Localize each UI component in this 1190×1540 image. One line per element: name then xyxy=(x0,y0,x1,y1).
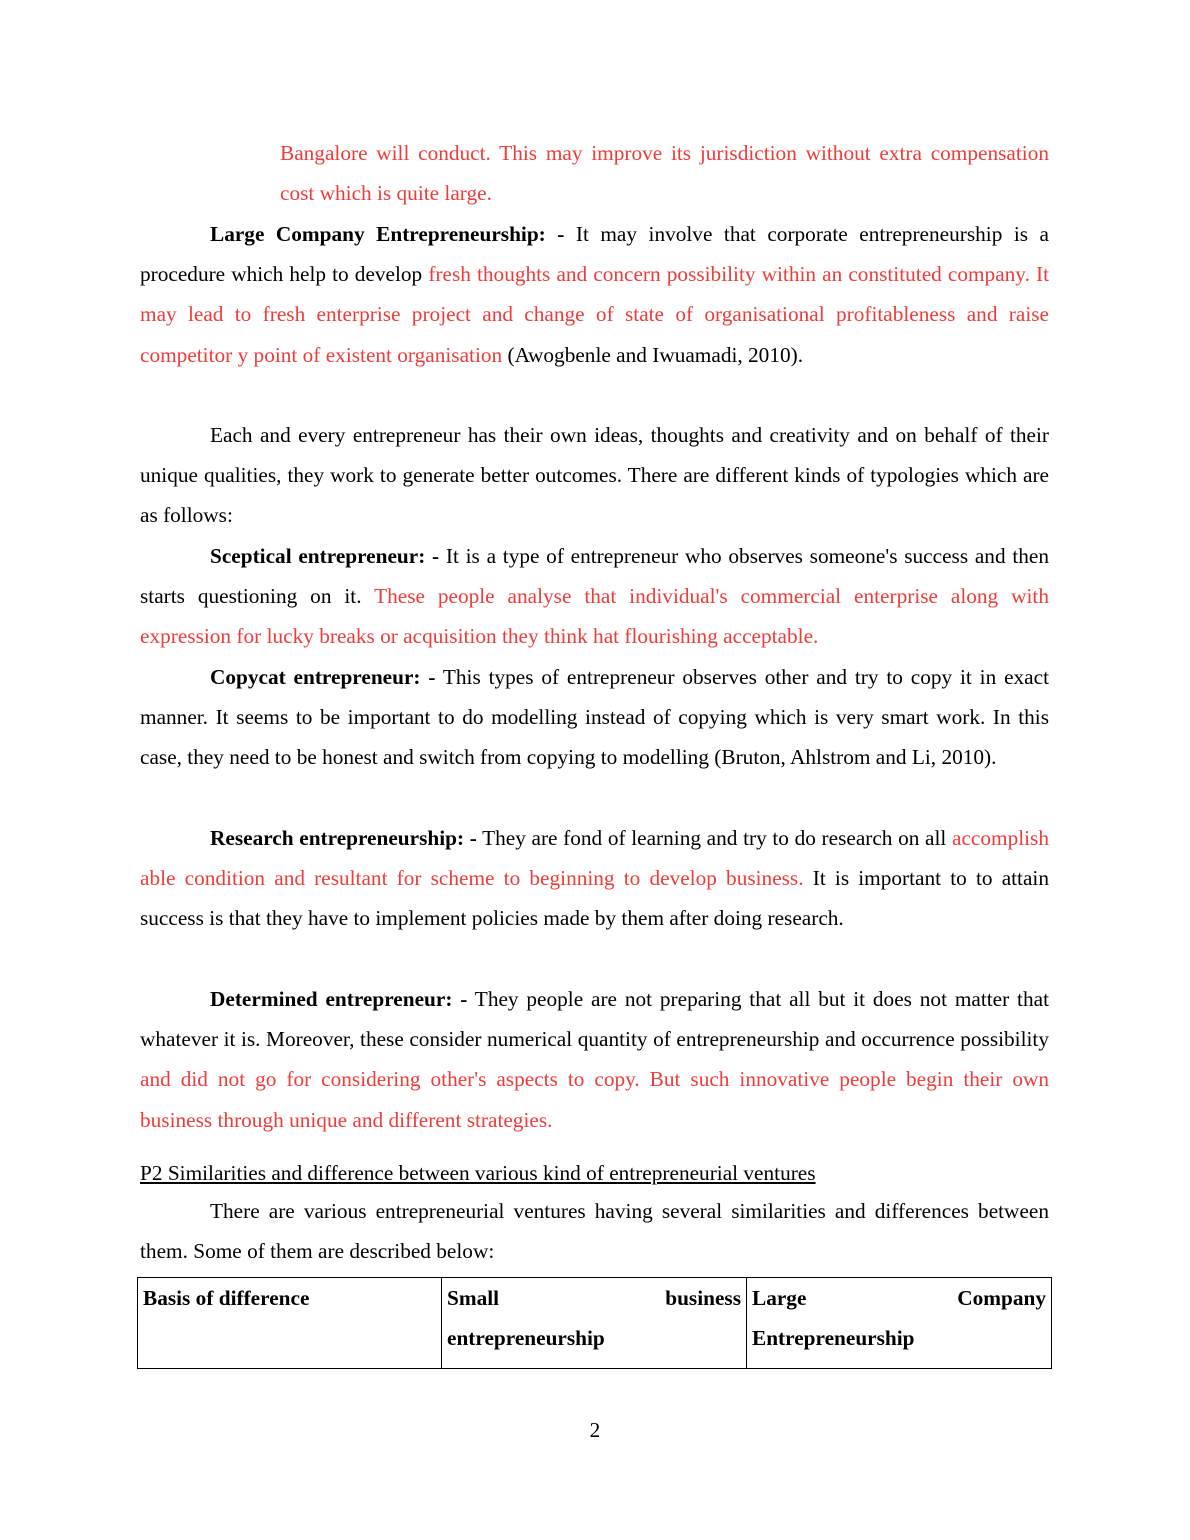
table-header-cell xyxy=(747,1278,1052,1369)
research-paragraph xyxy=(140,818,1049,939)
paragraph-text: They are fond of learning and try to do research on all xyxy=(476,826,952,850)
citation-text: (Awogbenle and Iwuamadi, 2010). xyxy=(502,342,804,367)
section-intro-paragraph xyxy=(140,1191,1049,1271)
table-header-line xyxy=(752,1278,1046,1318)
difference-table xyxy=(137,1277,1052,1369)
table-header-row xyxy=(138,1278,1052,1369)
paragraph-text: They people are not preparing that all but it does not matter that whatever it is. Moreover, these consider numerical quantity of entrepreneurship and occurrence possibility xyxy=(140,987,1049,1052)
highlighted-text: accomplish able condition and resultant for scheme to beginning to develop business. xyxy=(140,826,1049,891)
table-header-text: business xyxy=(665,1286,741,1310)
research-label: Research entrepreneurship: - xyxy=(210,826,477,850)
section-heading: P2 Similarities and difference between various kind of entrepreneurial ventures xyxy=(140,1161,816,1185)
paragraph-text: Each and every entrepreneur has their own ideas, thoughts and creativity and on behalf of their unique qualities, they work to generate better outcomes. There are different kinds of typologies which are as follows: xyxy=(140,423,1049,528)
determined-label: Determined entrepreneur: - xyxy=(210,987,468,1011)
paragraph-text: It may involve that corporate entrepreneurship is a procedure which help to develop xyxy=(140,222,1049,287)
table-header-text: Small xyxy=(447,1286,500,1310)
table-header-text: entrepreneurship xyxy=(447,1326,605,1351)
copycat-label: Copycat entrepreneur: - xyxy=(210,665,436,689)
large-company-paragraph xyxy=(140,214,1049,375)
paragraph-text: It is a type of entrepreneur who observes someone's success and then starts questioning on it. xyxy=(140,544,1049,609)
sceptical-label: Sceptical entrepreneur: - xyxy=(210,544,440,568)
highlighted-text: and did not go for considering other's aspects to copy. But such innovative people begin their own business through unique and different strategies. xyxy=(140,1067,1049,1132)
highlighted-text: These people analyse that individual's commercial enterprise along with expression for lucky breaks or acquisition they think hat flourishing acceptable. xyxy=(140,584,1049,649)
paragraph-text: This types of entrepreneur observes other and try to copy it in exact manner. It seems to be important to do modelling instead of copying which is very smart work. In this case, they need to be honest and switch from copying to modelling (Bruton, Ahlstrom and Li, 2010). xyxy=(140,665,1049,770)
table-header-text: Basis of difference xyxy=(143,1286,310,1310)
paragraph-text: There are various entrepreneurial ventures having several similarities and differences between them. Some of them are described below: xyxy=(140,1199,1049,1264)
table-header-line xyxy=(447,1278,741,1318)
typologies-paragraph xyxy=(140,415,1049,536)
intro-continuation-paragraph xyxy=(280,133,1049,213)
page-number: 2 xyxy=(589,1418,601,1442)
table-header-text: Company xyxy=(957,1286,1046,1310)
sceptical-paragraph xyxy=(140,536,1049,657)
highlighted-text: Bangalore will conduct. This may improve its jurisdiction without extra compensation cost which is quite large. xyxy=(280,141,1049,206)
table-header-text: Entrepreneurship xyxy=(752,1326,915,1351)
table-header-text: Large xyxy=(752,1286,807,1310)
highlighted-text: fresh thoughts and concern possibility within an constituted company. It may lead to fresh enterprise project and change of state of organisational profitableness and raise competitor y point of existent organisation xyxy=(140,262,1049,367)
paragraph-text: It is important to to attain success is that they have to implement policies made by them after doing research. xyxy=(140,866,1049,931)
determined-paragraph xyxy=(140,979,1049,1140)
table-header-cell xyxy=(442,1278,747,1369)
large-company-label: Large Company Entrepreneurship: - xyxy=(210,222,565,246)
copycat-paragraph xyxy=(140,657,1049,778)
table-header-cell xyxy=(138,1278,442,1369)
